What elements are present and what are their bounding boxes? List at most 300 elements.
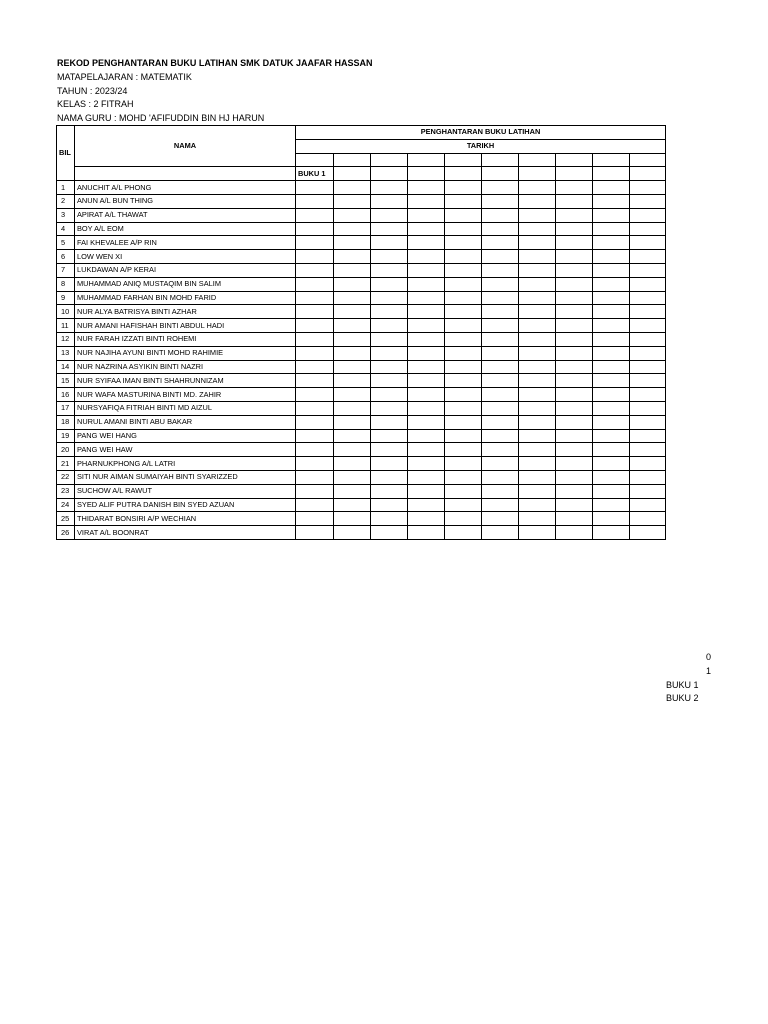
submission-cell[interactable] bbox=[371, 250, 408, 264]
submission-cell[interactable] bbox=[630, 208, 666, 222]
table-row bbox=[57, 443, 666, 457]
submission-cell[interactable] bbox=[334, 498, 371, 512]
submission-cell[interactable] bbox=[334, 470, 371, 484]
book-entry-cell[interactable] bbox=[630, 167, 666, 181]
submission-cell[interactable] bbox=[408, 429, 445, 443]
submission-cell[interactable] bbox=[296, 512, 334, 526]
submission-cell[interactable] bbox=[296, 208, 334, 222]
submission-cell[interactable] bbox=[408, 291, 445, 305]
submission-cell[interactable] bbox=[519, 388, 556, 402]
submission-cell[interactable] bbox=[482, 401, 519, 415]
submission-cell[interactable] bbox=[593, 415, 630, 429]
submission-cell[interactable] bbox=[630, 305, 666, 319]
submission-cell[interactable] bbox=[334, 305, 371, 319]
submission-cell[interactable] bbox=[630, 415, 666, 429]
date-cell[interactable] bbox=[296, 153, 334, 167]
submission-cell[interactable] bbox=[408, 415, 445, 429]
submission-cell[interactable] bbox=[556, 236, 593, 250]
submission-cell[interactable] bbox=[519, 484, 556, 498]
submission-cell[interactable] bbox=[408, 208, 445, 222]
submission-cell[interactable] bbox=[296, 222, 334, 236]
submission-cell[interactable] bbox=[556, 319, 593, 333]
submission-cell[interactable] bbox=[519, 415, 556, 429]
submission-cell[interactable] bbox=[296, 443, 334, 457]
submission-cell[interactable] bbox=[630, 291, 666, 305]
submission-cell[interactable] bbox=[593, 222, 630, 236]
submission-cell[interactable] bbox=[408, 388, 445, 402]
date-cell[interactable] bbox=[519, 153, 556, 167]
submission-cell[interactable] bbox=[630, 194, 666, 208]
submission-cell[interactable] bbox=[630, 457, 666, 471]
side-value-one: 1 bbox=[705, 666, 711, 676]
submission-cell[interactable] bbox=[593, 360, 630, 374]
submission-cell[interactable] bbox=[334, 526, 371, 540]
submission-cell[interactable] bbox=[445, 415, 482, 429]
submission-cell[interactable] bbox=[296, 429, 334, 443]
student-number: 11 bbox=[57, 319, 75, 333]
submission-cell[interactable] bbox=[334, 319, 371, 333]
submission-cell[interactable] bbox=[334, 291, 371, 305]
submission-cell[interactable] bbox=[334, 388, 371, 402]
submission-cell[interactable] bbox=[334, 457, 371, 471]
submission-cell[interactable] bbox=[482, 470, 519, 484]
submission-cell[interactable] bbox=[556, 484, 593, 498]
submission-cell[interactable] bbox=[371, 498, 408, 512]
submission-cell[interactable] bbox=[408, 470, 445, 484]
submission-cell[interactable] bbox=[519, 374, 556, 388]
submission-cell[interactable] bbox=[630, 319, 666, 333]
submission-cell[interactable] bbox=[556, 526, 593, 540]
submission-cell[interactable] bbox=[593, 484, 630, 498]
submission-cell[interactable] bbox=[296, 457, 334, 471]
submission-cell[interactable] bbox=[630, 526, 666, 540]
submission-cell[interactable] bbox=[593, 457, 630, 471]
date-cell[interactable] bbox=[593, 153, 630, 167]
table-row bbox=[57, 346, 666, 360]
submission-cell[interactable] bbox=[408, 346, 445, 360]
submission-cell[interactable] bbox=[593, 263, 630, 277]
submission-cell[interactable] bbox=[593, 181, 630, 195]
submission-cell[interactable] bbox=[445, 401, 482, 415]
submission-cell[interactable] bbox=[371, 429, 408, 443]
submission-cell[interactable] bbox=[296, 305, 334, 319]
submission-cell[interactable] bbox=[296, 484, 334, 498]
submission-cell[interactable] bbox=[445, 388, 482, 402]
submission-cell[interactable] bbox=[556, 443, 593, 457]
submission-cell[interactable] bbox=[593, 291, 630, 305]
submission-cell[interactable] bbox=[630, 429, 666, 443]
submission-cell[interactable] bbox=[593, 346, 630, 360]
submission-cell[interactable] bbox=[334, 443, 371, 457]
submission-cell[interactable] bbox=[630, 277, 666, 291]
submission-cell[interactable] bbox=[482, 222, 519, 236]
student-number: 7 bbox=[57, 263, 75, 277]
submission-cell[interactable] bbox=[482, 374, 519, 388]
submission-cell[interactable] bbox=[408, 401, 445, 415]
submission-cell[interactable] bbox=[371, 332, 408, 346]
submission-cell[interactable] bbox=[334, 250, 371, 264]
table-row bbox=[57, 208, 666, 222]
submission-cell[interactable] bbox=[593, 305, 630, 319]
submission-cell[interactable] bbox=[371, 457, 408, 471]
submission-cell[interactable] bbox=[593, 194, 630, 208]
submission-cell[interactable] bbox=[556, 181, 593, 195]
submission-cell[interactable] bbox=[556, 222, 593, 236]
submission-cell[interactable] bbox=[630, 250, 666, 264]
submission-cell[interactable] bbox=[593, 250, 630, 264]
submission-cell[interactable] bbox=[593, 512, 630, 526]
submission-cell[interactable] bbox=[296, 498, 334, 512]
submission-cell[interactable] bbox=[296, 263, 334, 277]
submission-cell[interactable] bbox=[408, 484, 445, 498]
book-entry-cell[interactable] bbox=[482, 167, 519, 181]
submission-cell[interactable] bbox=[482, 236, 519, 250]
submission-cell[interactable] bbox=[482, 388, 519, 402]
submission-cell[interactable] bbox=[371, 277, 408, 291]
submission-cell[interactable] bbox=[296, 277, 334, 291]
table-row bbox=[57, 526, 666, 540]
submission-cell[interactable] bbox=[296, 194, 334, 208]
submission-cell[interactable] bbox=[482, 250, 519, 264]
submission-cell[interactable] bbox=[445, 360, 482, 374]
submission-cell[interactable] bbox=[630, 470, 666, 484]
submission-cell[interactable] bbox=[593, 319, 630, 333]
submission-cell[interactable] bbox=[408, 277, 445, 291]
submission-cell[interactable] bbox=[334, 222, 371, 236]
submission-cell[interactable] bbox=[556, 401, 593, 415]
submission-cell[interactable] bbox=[519, 319, 556, 333]
submission-cell[interactable] bbox=[334, 277, 371, 291]
submission-cell[interactable] bbox=[408, 181, 445, 195]
submission-cell[interactable] bbox=[519, 512, 556, 526]
submission-cell[interactable] bbox=[482, 277, 519, 291]
table-row bbox=[57, 388, 666, 402]
submission-cell[interactable] bbox=[445, 250, 482, 264]
submission-cell[interactable] bbox=[593, 208, 630, 222]
submission-cell[interactable] bbox=[371, 194, 408, 208]
submission-cell[interactable] bbox=[408, 498, 445, 512]
submission-cell[interactable] bbox=[556, 512, 593, 526]
submission-cell[interactable] bbox=[593, 332, 630, 346]
submission-cell[interactable] bbox=[445, 305, 482, 319]
submission-cell[interactable] bbox=[630, 388, 666, 402]
submission-cell[interactable] bbox=[519, 346, 556, 360]
submission-cell[interactable] bbox=[556, 498, 593, 512]
submission-cell[interactable] bbox=[334, 374, 371, 388]
submission-cell[interactable] bbox=[519, 250, 556, 264]
submission-cell[interactable] bbox=[296, 332, 334, 346]
submission-cell[interactable] bbox=[408, 305, 445, 319]
submission-cell[interactable] bbox=[371, 263, 408, 277]
submission-cell[interactable] bbox=[371, 401, 408, 415]
submission-cell[interactable] bbox=[482, 484, 519, 498]
submission-cell[interactable] bbox=[371, 346, 408, 360]
submission-cell[interactable] bbox=[408, 263, 445, 277]
submission-cell[interactable] bbox=[296, 291, 334, 305]
submission-cell[interactable] bbox=[408, 332, 445, 346]
submission-cell[interactable] bbox=[630, 181, 666, 195]
submission-cell[interactable] bbox=[445, 181, 482, 195]
submission-cell[interactable] bbox=[445, 526, 482, 540]
submission-cell[interactable] bbox=[519, 208, 556, 222]
submission-cell[interactable] bbox=[519, 457, 556, 471]
submission-cell[interactable] bbox=[556, 346, 593, 360]
submission-cell[interactable] bbox=[593, 498, 630, 512]
submission-cell[interactable] bbox=[519, 526, 556, 540]
submission-cell[interactable] bbox=[556, 277, 593, 291]
submission-cell[interactable] bbox=[556, 250, 593, 264]
submission-cell[interactable] bbox=[556, 388, 593, 402]
date-cell[interactable] bbox=[630, 153, 666, 167]
submission-cell[interactable] bbox=[519, 236, 556, 250]
submission-cell[interactable] bbox=[482, 526, 519, 540]
submission-cell[interactable] bbox=[556, 263, 593, 277]
student-name: NUR NAJIHA AYUNI BINTI MOHD RAHIMIE bbox=[75, 346, 296, 360]
book-entry-cell[interactable] bbox=[556, 167, 593, 181]
submission-cell[interactable] bbox=[593, 470, 630, 484]
submission-cell[interactable] bbox=[445, 291, 482, 305]
submission-cell[interactable] bbox=[334, 429, 371, 443]
submission-cell[interactable] bbox=[296, 236, 334, 250]
submission-cell[interactable] bbox=[445, 512, 482, 526]
submission-cell[interactable] bbox=[482, 429, 519, 443]
side-value-zero: 0 bbox=[705, 652, 711, 662]
submission-cell[interactable] bbox=[371, 388, 408, 402]
submission-cell[interactable] bbox=[371, 484, 408, 498]
submission-cell[interactable] bbox=[556, 291, 593, 305]
submission-cell[interactable] bbox=[371, 512, 408, 526]
submission-cell[interactable] bbox=[371, 236, 408, 250]
submission-cell[interactable] bbox=[371, 374, 408, 388]
submission-cell[interactable] bbox=[630, 332, 666, 346]
submission-cell[interactable] bbox=[482, 360, 519, 374]
table-row bbox=[57, 263, 666, 277]
submission-cell[interactable] bbox=[593, 401, 630, 415]
submission-cell[interactable] bbox=[482, 181, 519, 195]
submission-cell[interactable] bbox=[296, 526, 334, 540]
submission-cell[interactable] bbox=[334, 194, 371, 208]
submission-cell[interactable] bbox=[519, 401, 556, 415]
submission-cell[interactable] bbox=[519, 181, 556, 195]
submission-cell[interactable] bbox=[630, 263, 666, 277]
submission-cell[interactable] bbox=[371, 222, 408, 236]
submission-cell[interactable] bbox=[556, 415, 593, 429]
submission-cell[interactable] bbox=[445, 457, 482, 471]
class-line: KELAS : 2 FITRAH bbox=[57, 99, 134, 110]
book-entry-cell[interactable] bbox=[445, 167, 482, 181]
submission-cell[interactable] bbox=[556, 305, 593, 319]
submission-cell[interactable] bbox=[334, 332, 371, 346]
submission-cell[interactable] bbox=[482, 194, 519, 208]
submission-cell[interactable] bbox=[371, 360, 408, 374]
submission-cell[interactable] bbox=[408, 526, 445, 540]
submission-cell[interactable] bbox=[482, 457, 519, 471]
submission-cell[interactable] bbox=[371, 208, 408, 222]
submission-cell[interactable] bbox=[445, 222, 482, 236]
submission-cell[interactable] bbox=[445, 484, 482, 498]
submission-cell[interactable] bbox=[371, 526, 408, 540]
submission-cell[interactable] bbox=[593, 374, 630, 388]
submission-cell[interactable] bbox=[445, 470, 482, 484]
submission-cell[interactable] bbox=[445, 332, 482, 346]
submission-cell[interactable] bbox=[296, 346, 334, 360]
submission-cell[interactable] bbox=[408, 250, 445, 264]
submission-cell[interactable] bbox=[296, 181, 334, 195]
submission-cell[interactable] bbox=[334, 181, 371, 195]
submission-cell[interactable] bbox=[593, 277, 630, 291]
student-number: 25 bbox=[57, 512, 75, 526]
book-entry-cell[interactable] bbox=[408, 167, 445, 181]
submission-cell[interactable] bbox=[630, 443, 666, 457]
submission-cell[interactable] bbox=[556, 429, 593, 443]
submission-cell[interactable] bbox=[445, 443, 482, 457]
submission-cell[interactable] bbox=[296, 374, 334, 388]
submission-cell[interactable] bbox=[408, 443, 445, 457]
submission-cell[interactable] bbox=[371, 319, 408, 333]
submission-cell[interactable] bbox=[334, 236, 371, 250]
date-cell[interactable] bbox=[334, 153, 371, 167]
submission-cell[interactable] bbox=[445, 194, 482, 208]
submission-cell[interactable] bbox=[334, 208, 371, 222]
submission-cell[interactable] bbox=[445, 429, 482, 443]
submission-cell[interactable] bbox=[482, 208, 519, 222]
submission-cell[interactable] bbox=[519, 305, 556, 319]
date-cell[interactable] bbox=[482, 153, 519, 167]
student-number: 16 bbox=[57, 388, 75, 402]
submission-cell[interactable] bbox=[519, 277, 556, 291]
submission-cell[interactable] bbox=[556, 194, 593, 208]
submission-cell[interactable] bbox=[371, 470, 408, 484]
submission-cell[interactable] bbox=[630, 222, 666, 236]
submission-cell[interactable] bbox=[519, 360, 556, 374]
submission-cell[interactable] bbox=[556, 332, 593, 346]
submission-cell[interactable] bbox=[296, 319, 334, 333]
submission-cell[interactable] bbox=[408, 457, 445, 471]
book-entry-cell[interactable] bbox=[371, 167, 408, 181]
submission-cell[interactable] bbox=[445, 208, 482, 222]
submission-cell[interactable] bbox=[482, 332, 519, 346]
submission-cell[interactable] bbox=[482, 263, 519, 277]
submission-cell[interactable] bbox=[408, 236, 445, 250]
submission-cell[interactable] bbox=[408, 374, 445, 388]
submission-cell[interactable] bbox=[556, 457, 593, 471]
submission-cell[interactable] bbox=[296, 415, 334, 429]
submission-cell[interactable] bbox=[408, 512, 445, 526]
submission-cell[interactable] bbox=[482, 512, 519, 526]
submission-cell[interactable] bbox=[482, 443, 519, 457]
book-entry-cell[interactable] bbox=[334, 167, 371, 181]
submission-cell[interactable] bbox=[630, 498, 666, 512]
submission-cell[interactable] bbox=[296, 360, 334, 374]
submission-cell[interactable] bbox=[371, 415, 408, 429]
submission-cell[interactable] bbox=[630, 346, 666, 360]
submission-cell[interactable] bbox=[519, 470, 556, 484]
date-cell[interactable] bbox=[556, 153, 593, 167]
submission-cell[interactable] bbox=[334, 484, 371, 498]
table-row bbox=[57, 512, 666, 526]
submission-cell[interactable] bbox=[482, 346, 519, 360]
submission-cell[interactable] bbox=[296, 250, 334, 264]
student-number: 9 bbox=[57, 291, 75, 305]
submission-cell[interactable] bbox=[519, 332, 556, 346]
submission-cell[interactable] bbox=[593, 236, 630, 250]
book-entry-cell[interactable] bbox=[593, 167, 630, 181]
submission-cell[interactable] bbox=[519, 498, 556, 512]
student-number: 5 bbox=[57, 236, 75, 250]
submission-cell[interactable] bbox=[371, 443, 408, 457]
submission-cell[interactable] bbox=[296, 470, 334, 484]
submission-cell[interactable] bbox=[519, 194, 556, 208]
submission-cell[interactable] bbox=[630, 484, 666, 498]
submission-cell[interactable] bbox=[296, 388, 334, 402]
submission-cell[interactable] bbox=[482, 291, 519, 305]
submission-cell[interactable] bbox=[482, 498, 519, 512]
submission-cell[interactable] bbox=[334, 415, 371, 429]
submission-cell[interactable] bbox=[519, 222, 556, 236]
submission-cell[interactable] bbox=[593, 429, 630, 443]
submission-cell[interactable] bbox=[334, 512, 371, 526]
submission-cell[interactable] bbox=[593, 388, 630, 402]
submission-cell[interactable] bbox=[482, 305, 519, 319]
submission-cell[interactable] bbox=[408, 319, 445, 333]
submission-cell[interactable] bbox=[445, 263, 482, 277]
submission-cell[interactable] bbox=[630, 401, 666, 415]
submission-cell[interactable] bbox=[408, 194, 445, 208]
submission-cell[interactable] bbox=[519, 263, 556, 277]
submission-cell[interactable] bbox=[556, 374, 593, 388]
submission-cell[interactable] bbox=[519, 443, 556, 457]
submission-cell[interactable] bbox=[445, 277, 482, 291]
submission-cell[interactable] bbox=[296, 401, 334, 415]
book-entry-cell[interactable] bbox=[519, 167, 556, 181]
student-number: 8 bbox=[57, 277, 75, 291]
submission-cell[interactable] bbox=[630, 360, 666, 374]
submission-cell[interactable] bbox=[556, 208, 593, 222]
submission-cell[interactable] bbox=[445, 374, 482, 388]
submission-cell[interactable] bbox=[408, 222, 445, 236]
submission-cell[interactable] bbox=[334, 360, 371, 374]
date-cell[interactable] bbox=[371, 153, 408, 167]
submission-cell[interactable] bbox=[334, 401, 371, 415]
submission-cell[interactable] bbox=[630, 236, 666, 250]
submission-cell[interactable] bbox=[408, 360, 445, 374]
submission-cell[interactable] bbox=[334, 263, 371, 277]
submission-cell[interactable] bbox=[445, 498, 482, 512]
submission-cell[interactable] bbox=[630, 374, 666, 388]
submission-cell[interactable] bbox=[445, 319, 482, 333]
submission-cell[interactable] bbox=[371, 291, 408, 305]
date-cell[interactable] bbox=[408, 153, 445, 167]
submission-cell[interactable] bbox=[482, 319, 519, 333]
table-row bbox=[57, 429, 666, 443]
submission-cell[interactable] bbox=[519, 429, 556, 443]
submission-cell[interactable] bbox=[556, 360, 593, 374]
submission-cell[interactable] bbox=[519, 291, 556, 305]
table-row bbox=[57, 291, 666, 305]
submission-cell[interactable] bbox=[630, 512, 666, 526]
submission-cell[interactable] bbox=[445, 236, 482, 250]
submission-cell[interactable] bbox=[593, 526, 630, 540]
submission-cell[interactable] bbox=[371, 181, 408, 195]
date-cell[interactable] bbox=[445, 153, 482, 167]
student-name: SYED ALIF PUTRA DANISH BIN SYED AZUAN bbox=[75, 498, 296, 512]
submission-cell[interactable] bbox=[482, 415, 519, 429]
submission-cell[interactable] bbox=[593, 443, 630, 457]
submission-cell[interactable] bbox=[445, 346, 482, 360]
submission-cell[interactable] bbox=[371, 305, 408, 319]
submission-cell[interactable] bbox=[334, 346, 371, 360]
submission-cell[interactable] bbox=[556, 470, 593, 484]
